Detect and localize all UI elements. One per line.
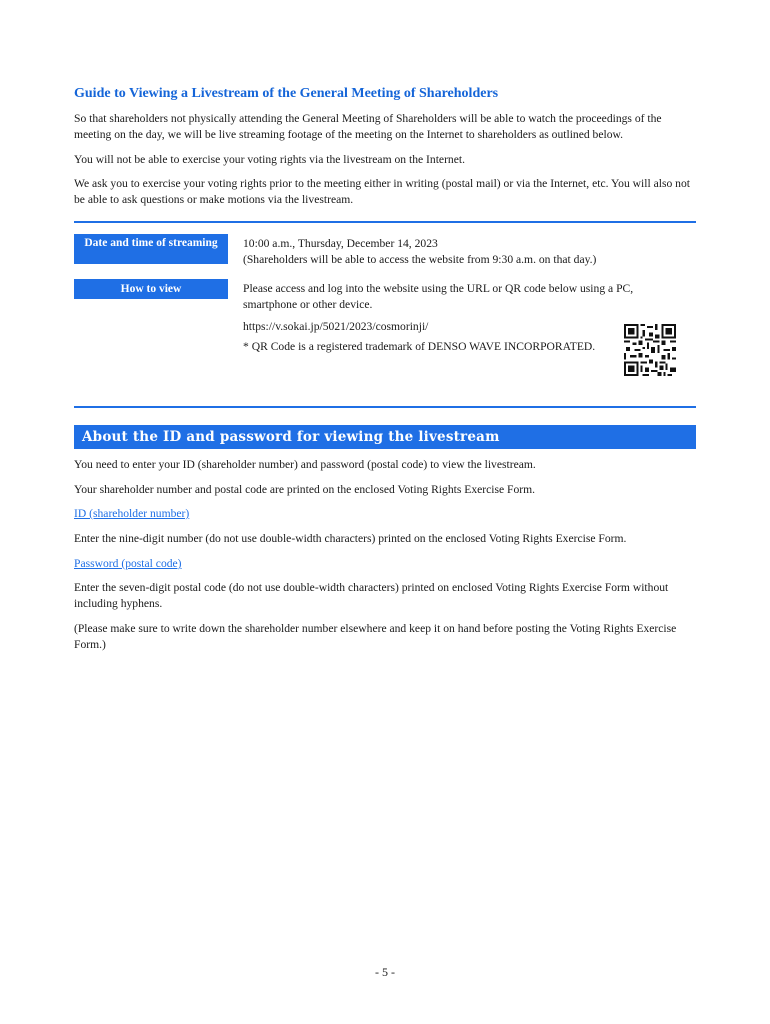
qr-trademark-note: * QR Code is a registered trademark of DENSO WAVE INCORPORATED.	[243, 340, 596, 353]
streaming-time-label: Date and time of streaming	[74, 234, 228, 264]
livestream-url[interactable]: https://v.sokai.jp/5021/2023/cosmorinji/	[243, 320, 429, 333]
how-to-view-text: Please access and log into the website using the URL or QR code below using a PC, smartphone or other device.	[243, 282, 634, 311]
intro-paragraph-3: We ask you to exercise your voting rights prior to the meeting either in writing (postal mail) or via the Internet, etc. You will also not be able to ask questions or make motions via the livestream.	[74, 177, 690, 206]
password-description: Enter the seven-digit postal code (do not use double-width characters) printed on enclosed Voting Rights Exercise Form without including hyphens.	[74, 581, 669, 610]
table-bottom-rule	[74, 406, 696, 408]
page-number: - 5 -	[375, 965, 395, 979]
intro-paragraph-2: You will not be able to exercise your voting rights via the livestream on the Internet.	[74, 153, 465, 166]
qr-code-icon[interactable]	[624, 324, 676, 376]
section-heading: About the ID and password for viewing the livestream	[74, 425, 696, 449]
table-top-rule	[74, 221, 696, 223]
page-title: Guide to Viewing a Livestream of the General Meeting of Shareholders	[74, 86, 499, 101]
section-paragraph-2: Your shareholder number and postal code are printed on the enclosed Voting Rights Exercise Form.	[74, 483, 536, 496]
section-paragraph-1: You need to enter your ID (shareholder number) and password (postal code) to view the livestream.	[74, 458, 536, 471]
streaming-time-value	[243, 236, 596, 268]
password-postal-code-link[interactable]: Password (postal code)	[74, 557, 182, 570]
shareholder-number-note: (Please make sure to write down the shareholder number elsewhere and keep it on hand before posting the Voting Rights Exercise Form.)	[74, 622, 677, 651]
intro-paragraph-1: So that shareholders not physically attending the General Meeting of Shareholders will be able to watch the proceedings of the meeting on the day, we will be live streaming footage of the meeting on the Internet to shareholders as outlined below.	[74, 112, 662, 141]
streaming-time-line-1: 10:00 a.m., Thursday, December 14, 2023	[243, 237, 438, 250]
how-to-view-label: How to view	[74, 279, 228, 299]
streaming-time-line-2: (Shareholders will be able to access the website from 9:30 a.m. on that day.)	[243, 253, 597, 266]
id-description: Enter the nine-digit number (do not use double-width characters) printed on the enclosed Voting Rights Exercise Form.	[74, 532, 627, 545]
id-shareholder-number-link[interactable]: ID (shareholder number)	[74, 507, 190, 520]
